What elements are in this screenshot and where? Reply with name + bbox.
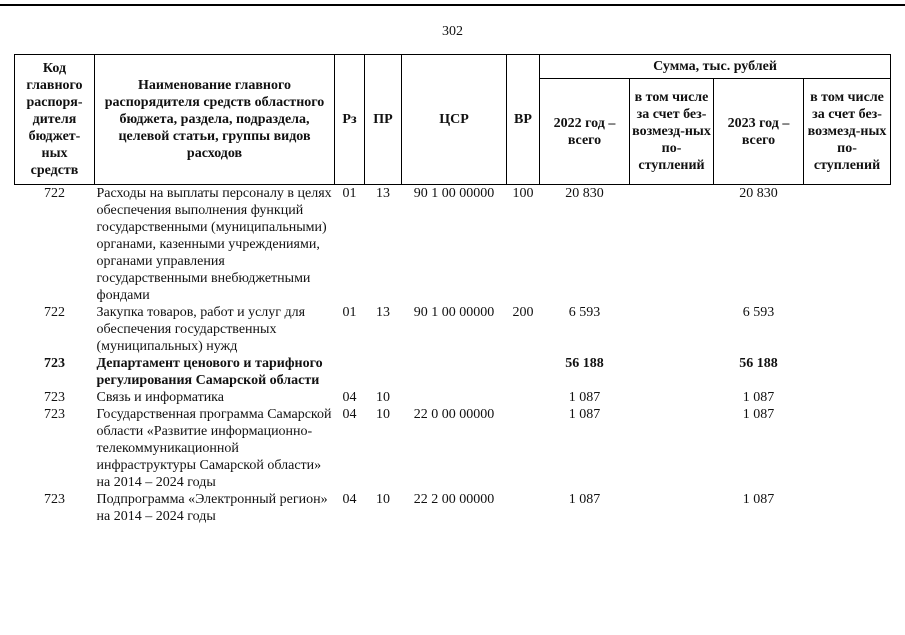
- row-sum-2023: 1 087: [742, 390, 775, 405]
- row-incl-2022: [630, 185, 714, 305]
- row-code: 722: [44, 186, 65, 201]
- header-csr: ЦСР: [402, 55, 507, 185]
- row-incl-2023: [804, 355, 891, 389]
- row-vr: [507, 355, 540, 389]
- header-pr: ПР: [365, 55, 402, 185]
- row-rz: 01: [342, 186, 357, 201]
- row-rz: 04: [342, 407, 357, 422]
- header-2023-total: 2023 год – всего: [714, 79, 804, 185]
- row-vr: [507, 406, 540, 491]
- table-row: [15, 304, 891, 355]
- row-name: Расходы на выплаты персоналу в целях обеспечения выполнения функций государственными (муниципальными) органами, казенными учреждениями, органами управления государственными внебюджетными фондами: [96, 186, 332, 303]
- row-sum-2023: 1 087: [742, 407, 775, 422]
- row-sum-2022: 1 087: [568, 407, 601, 422]
- row-rz: [335, 355, 365, 389]
- row-name: Связь и информатика: [96, 390, 224, 405]
- row-vr: 200: [512, 305, 534, 320]
- row-sum-2022: 56 188: [565, 356, 604, 371]
- row-sum-2022: 1 087: [568, 492, 601, 507]
- row-csr: 90 1 00 00000: [413, 186, 495, 201]
- row-code: 722: [44, 305, 65, 320]
- row-rz: 01: [342, 305, 357, 320]
- row-csr: 90 1 00 00000: [413, 305, 495, 320]
- row-csr: [402, 355, 507, 389]
- row-incl-2022: [630, 406, 714, 491]
- row-rz: 04: [342, 492, 357, 507]
- row-sum-2023: 6 593: [742, 305, 775, 320]
- row-csr: [402, 389, 507, 406]
- row-code: 723: [44, 492, 65, 507]
- row-name: Департамент ценового и тарифного регулирования Самарской области: [96, 356, 323, 388]
- row-incl-2022: [630, 304, 714, 355]
- budget-table: [14, 54, 891, 525]
- row-incl-2023: [804, 491, 891, 525]
- page-number: 302: [442, 24, 463, 39]
- row-vr: 100: [512, 186, 534, 201]
- table-row: [15, 185, 891, 305]
- row-pr: 13: [376, 305, 390, 320]
- header-vr: ВР: [507, 55, 540, 185]
- row-incl-2022: [630, 355, 714, 389]
- row-rz: 04: [342, 390, 357, 405]
- table-row: [15, 406, 891, 491]
- row-sum-2022: 20 830: [565, 186, 604, 201]
- row-sum-2022: 1 087: [568, 390, 601, 405]
- header-2023-incl: в том числе за счет без-возмезд-ных по-ступлений: [804, 79, 891, 185]
- table-row: [15, 389, 891, 406]
- header-name: Наименование главного распорядителя средств областного бюджета, раздела, подраздела, целевой статьи, группы видов расходов: [95, 55, 335, 185]
- row-incl-2022: [630, 389, 714, 406]
- row-name: Подпрограмма «Электронный регион» на 2014 – 2024 годы: [96, 492, 328, 524]
- row-sum-2022: 6 593: [568, 305, 601, 320]
- row-incl-2023: [804, 185, 891, 305]
- row-csr: 22 0 00 00000: [413, 407, 495, 422]
- row-name: Закупка товаров, работ и услуг для обеспечения государственных (муниципальных) нужд: [96, 305, 306, 354]
- row-pr: [365, 355, 402, 389]
- row-incl-2023: [804, 389, 891, 406]
- row-name: Государственная программа Самарской области «Развитие информационно-телекоммуникационной инфраструктуры Самарской области» на 2014 – 2024 годы: [96, 407, 332, 490]
- row-sum-2023: 1 087: [742, 492, 775, 507]
- row-csr: 22 2 00 00000: [413, 492, 495, 507]
- table-row: [15, 355, 891, 389]
- header-2022-incl: в том числе за счет без-возмезд-ных по-ступлений: [630, 79, 714, 185]
- row-code: 723: [44, 407, 65, 422]
- row-code: 723: [44, 356, 65, 371]
- header-2022-total: 2022 год – всего: [540, 79, 630, 185]
- row-pr: 10: [376, 407, 390, 422]
- header-sum: Сумма, тыс. рублей: [540, 55, 891, 79]
- row-vr: [507, 491, 540, 525]
- table-row: [15, 491, 891, 525]
- row-incl-2022: [630, 491, 714, 525]
- row-sum-2023: 20 830: [739, 186, 778, 201]
- row-sum-2023: 56 188: [739, 356, 778, 371]
- row-pr: 10: [376, 390, 390, 405]
- header-rz: Рз: [335, 55, 365, 185]
- row-pr: 10: [376, 492, 390, 507]
- row-incl-2023: [804, 304, 891, 355]
- row-pr: 13: [376, 186, 390, 201]
- top-rule: [0, 4, 905, 6]
- row-code: 723: [44, 390, 65, 405]
- row-vr: [507, 389, 540, 406]
- header-code: Код главного распоря-дителя бюджет-ных средств: [15, 55, 95, 185]
- row-incl-2023: [804, 406, 891, 491]
